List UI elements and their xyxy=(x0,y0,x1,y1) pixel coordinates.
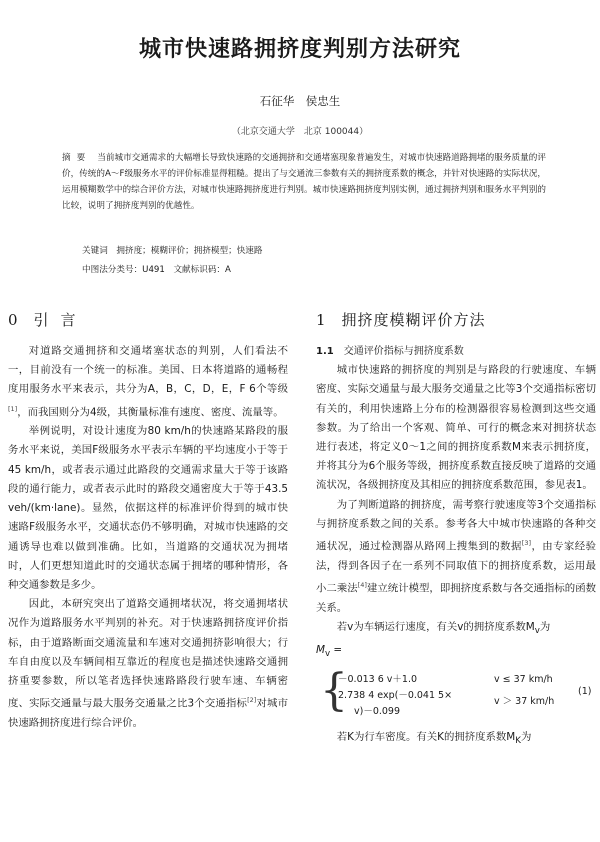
abstract-block xyxy=(62,150,546,214)
equation-condition-1: v ≤ 37 km/h xyxy=(494,674,553,686)
paper-title: 城市快速路拥挤度判别方法研究 xyxy=(138,37,461,62)
equation-lhs: $M_v$ = xyxy=(316,644,343,660)
equation-row-1: －0.013 6 v＋1.0 xyxy=(338,674,418,686)
citation-ref[interactable]: [1] xyxy=(8,404,18,413)
intro-paragraph-1: 对道路交通拥挤和交通堵塞状态的判别，人们看法不一，目前没有一个统一的标准。美国、日本将道路的通畅程度用服务水平来表示，共分为A，B，C，D，E，F 6个等级[1]，而我国则分为4级，其衡量标准有速度、密度、流量等。 xyxy=(8,345,288,419)
equation-row-2: 2.738 4 exp(－0.041 5× xyxy=(338,690,453,702)
equation-condition-2: v ＞ 37 km/h xyxy=(494,696,555,708)
equation-row-3: v)－0.099 xyxy=(354,706,401,718)
keywords-line: 关键词 拥挤度；模糊评价；拥挤模型；快速路 xyxy=(82,246,263,256)
section-number: 0 xyxy=(8,311,18,329)
subsection-number: 1.1 xyxy=(316,346,334,357)
section-title: 拥挤度模糊评价方法 xyxy=(341,311,486,329)
section-title: 引言 xyxy=(33,311,88,329)
classification-line: 中图法分类号：U491 文献标识码：A xyxy=(82,265,231,275)
author-line: 石征华 侯忠生 xyxy=(259,94,341,108)
method-paragraph-1: 城市快速路的拥挤度的判别是与路段的行驶速度、车辆密度、实际交通量与最大服务交通量之比等3个交通指标密切有关的，利用快速路上分布的检测器很容易检测到这些交通参数。为了给出一个客观、简单、可行的概念来对拥挤状态进行表述，将定义0～1之间的拥挤度系数M来表示拥挤度，并将其分为6个服务等级，拥挤度系数直接反映了道路的交通流状况，各级拥挤度及其相应的拥挤度系数范围，参见表1。 xyxy=(316,364,596,492)
equation-brace: { xyxy=(320,665,348,717)
subsection-title: 交通评价指标与拥挤度系数 xyxy=(343,346,464,357)
subsection-heading xyxy=(316,342,596,361)
method-paragraph-2: 为了判断道路的拥挤度，需考察行驶速度等3个交通指标与拥挤度系数之间的关系。参考各大中城市快速路的各种交通状况，通过检测器从路网上搜集到的数据[3]，由专家经验法，得到各因子在一系列不同取值下的拥挤度系数，运用最小二乘法[4]建立统计模型，即拥挤度系数与各交通指标的函数关系。 xyxy=(316,498,597,614)
affiliation-line: （北京交通大学 北京 100044） xyxy=(231,127,369,137)
section-heading-introduction xyxy=(8,308,288,338)
equation-number: (1) xyxy=(578,686,592,698)
citation-ref[interactable]: [4] xyxy=(357,580,367,589)
intro-paragraph-3: 因此，本研究突出了道路交通拥堵状况，将交通拥堵状况作为道路服务水平判别的补充。对于快速路拥挤度评价指标，由于道路断面交通流量和车速对交通拥挤影响很大；行车自由度以及车辆间相互靠近的程度也是描述快速路交通拥挤重要参数，所以笔者选择快速路路段行驶车速、车辆密度、实际交通量与最大服务交通量之比3个交通指标[2]对城市快速路拥挤度进行综合评价。 xyxy=(8,598,289,729)
intro-paragraph-2: 举例说明，对设计速度为80 km/h的快速路某路段的服务水平来说，美国F级服务水平表示车辆的平均速度小于等于45 km/h，或者表示通过此路段的交通需求量大于等于该路段的通行能力，或者表示此时的路段交通密度大于等于43.5 veh/(km·lane)。显然，依据这样的标准评价得到的城市快速路F级服务水平，交通状态仍不够明确，对城市快速路的交通诱导也难以做到准确。比如，当道路的交通状况为拥堵时，人们更想知道此时的交通状态属于拥堵的哪种情形，各种交通参数是多少。 xyxy=(8,425,288,591)
section-number: 1 xyxy=(316,311,326,329)
equation-1 xyxy=(316,666,596,724)
right-column xyxy=(316,308,596,752)
abstract-text: 当前城市交通需求的大幅增长导致快速路的交通拥挤和交通堵塞现象普遍发生，对城市快速路道路拥堵的服务质量的评价，传统的A～F级服务水平的评价标准显得粗糙。提出了与交通流三参数有关的拥挤度系数的概念，并针对快速路的实际状况，运用模糊数学中的综合评价方法，对城市快速路拥挤度进行判别。城市快速路拥挤度判别实例，通过拥挤判别和服务水平判别的比较，说明了拥挤度判别的优越性。 xyxy=(62,153,546,211)
section-heading-fuzzy-method xyxy=(316,308,596,338)
method-paragraph-4: 若K为行车密度。有关K的拥挤度系数$M_K$为 xyxy=(336,731,532,747)
citation-ref[interactable]: [3] xyxy=(521,539,532,548)
method-paragraph-3: 若v为车辆运行速度，有关v的拥挤度系数$M_v$为 xyxy=(336,620,551,636)
left-column xyxy=(8,308,288,733)
citation-ref[interactable]: [2] xyxy=(247,696,257,705)
abstract-label: 摘要 xyxy=(62,153,92,163)
